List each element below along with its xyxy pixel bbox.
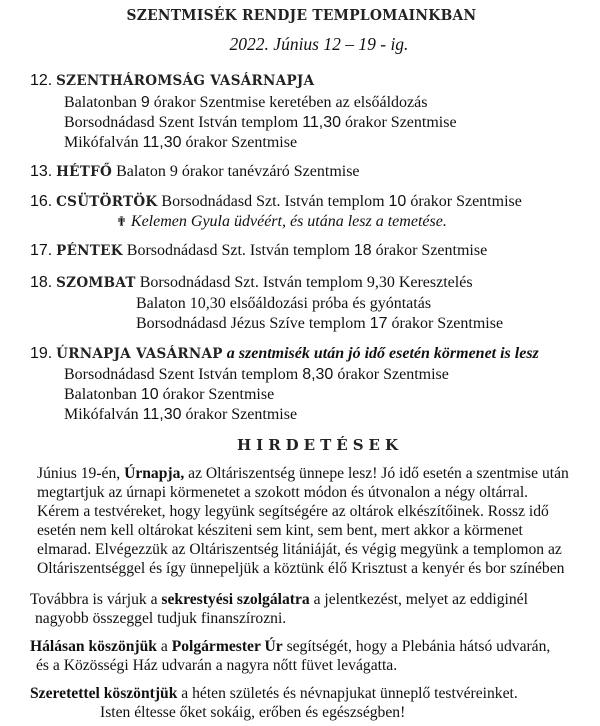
day-19-heading [30,345,539,363]
mass-time: 17 [369,315,388,332]
day-18-heading: 18. SZOMBAT Borsodnádasd Szt. István templom 9,30 Keresztelés [30,274,473,291]
day-name: CSÜTÖRTÖK [56,194,158,210]
day-number: 13. [30,163,53,180]
schedule-line: Borsodnádasd Szent István templom 8,30 órakor Szentmise [64,366,449,383]
cross-icon: ✟ [116,215,127,230]
announcement-sacristan: Továbbra is várjuk a sekrestyési szolgálatra a jelentkezést, melyet az eddiginél nagyobb összeggel tudjuk finanszírozni. [30,591,528,627]
mass-time: 18 [353,242,372,259]
mass-time: 11,30 [142,134,182,151]
memorial-note: ✟ Kelemen Gyula üdvéért, és utána lesz a temetése. [116,213,447,230]
date-range: 2022. Június 12 – 19 - ig. [229,34,409,54]
day-number: 19. [30,345,53,362]
announcement-birthdays: Szeretettel köszöntjük a héten születés és névnapjukat ünneplő testvéreinket. Isten éltesse őket sokáig, erőben és egészségben! [30,685,518,721]
day-number: 18. [30,274,53,291]
procession-note: a szentmisék után jó idő esetén körmenet is lesz [222,345,539,362]
mass-time: 10 [140,386,159,403]
schedule-line: Balatonban 9 órakor Szentmise keretében az elsőáldozás [64,94,428,111]
day-12-heading [30,72,314,90]
mass-time: 8,30 [302,366,334,383]
mass-time: 11,30 [142,406,182,423]
mass-time: 11,30 [302,114,342,131]
schedule-line: Balaton 10,30 elsőáldozási próba és gyóntatás [136,295,432,312]
page-title: SZENTMISÉK RENDJE TEMPLOMAINKBAN [126,6,477,24]
day-17-heading: 17. PÉNTEK Borsodnádasd Szt. István templom 18 órakor Szentmise [30,242,488,259]
day-number: 16. [30,193,53,210]
day-name: SZOMBAT [56,275,136,291]
day-text: Balaton 9 órakor tanévzáró Szentmise [112,163,360,180]
schedule-line: Mikófalván 11,30 órakor Szentmise [64,406,298,423]
mass-time: 9 [140,94,150,111]
day-name: HÉTFŐ [56,164,113,180]
schedule-line: Balatonban 10 órakor Szentmise [64,386,275,403]
schedule-line: Borsodnádasd Szent István templom 11,30 órakor Szentmise [64,114,457,131]
day-16-heading: 16. CSÜTÖRTÖK Borsodnádasd Szt. István templom 10 órakor Szentmise [30,193,522,210]
schedule-line: Mikófalván 11,30 órakor Szentmise [64,134,298,151]
announcement-thanks-mayor: Hálásan köszönjük a Polgármester Úr segítségét, hogy a Plebánia hátsó udvarán, és a Közösségi Ház udvarán a nagyra nőtt füvet levágatta. [30,638,551,674]
announcement-corpus-christi: Június 19-én, Úrnapja, az Oltáriszentség ünnepe lesz! Jó idő esetén a szentmise után megtartjuk az úrnapi körmenetet a szokott módon és útvonalon a négy oltárral. Kérem a testvéreket, hogy legyünk segítségére az oltárok elkészítőinek. Rossz idő esetén nem kell oltárokat késziteni sem kint, sem bent, mert akkor a körmenet elmarad. Elvégezzük az Oltáriszentség litániáját, és végig megyünk a templomon az Oltáriszentséggel és így ünnepeljük a köztünk élő Krisztust a kenyér és bor színében [37,465,569,577]
day-name: ÚRNAPJA VASÁRNAP [56,346,223,362]
announcements-heading: HIRDETÉSEK [237,436,403,454]
day-number: 17. [30,242,53,259]
schedule-line: Borsodnádasd Jézus Szíve templom 17 órakor Szentmise [136,315,504,332]
day-number: 12. [30,72,53,89]
day-name: PÉNTEK [56,243,123,259]
day-13-heading [30,163,360,181]
day-name: SZENTHÁROMSÁG VASÁRNAPJA [56,73,315,89]
mass-time: 10 [388,193,407,210]
